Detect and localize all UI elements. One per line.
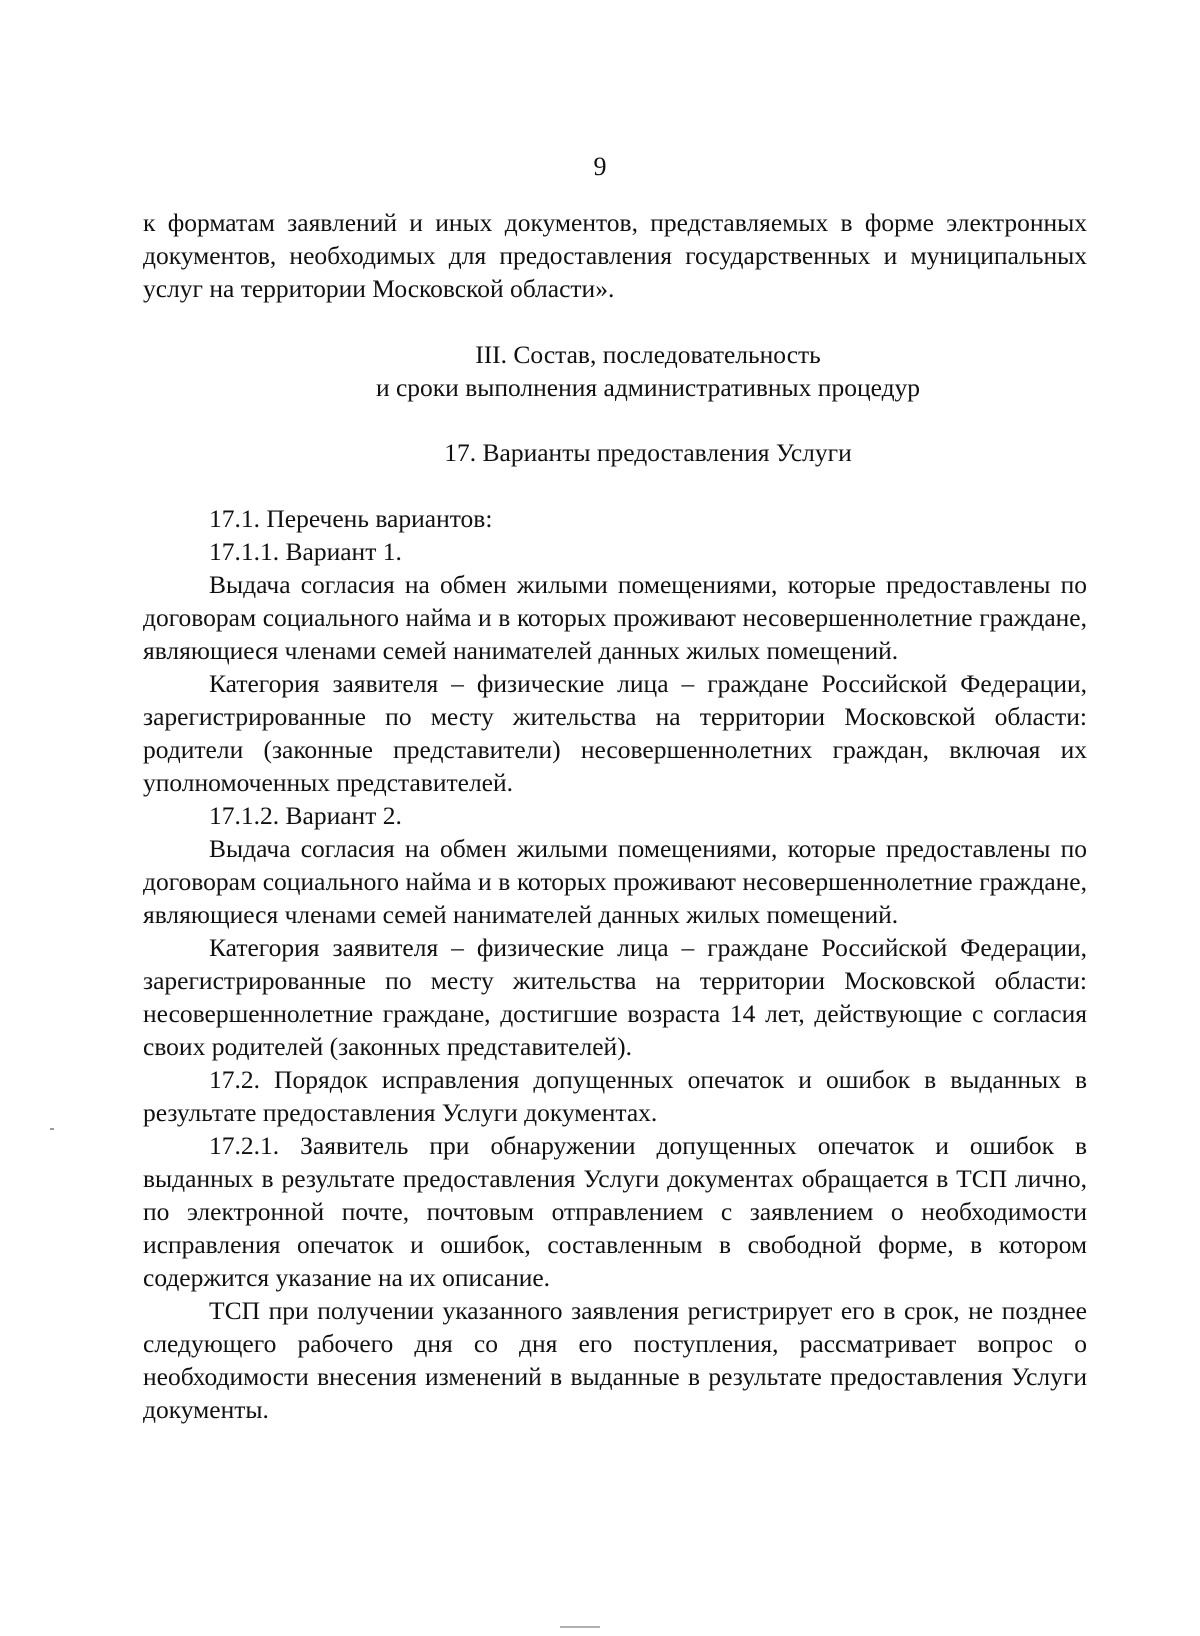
section-heading-line-1: III. Состав, последовательность: [475, 340, 821, 369]
subsection-heading: 17. Варианты предоставления Услуги: [444, 438, 852, 467]
paragraph-17-1: 17.1. Перечень вариантов:: [209, 504, 493, 533]
section-heading: [209, 338, 1087, 404]
paragraph-variant-1-applicant: Категория заявителя – физические лица – граждане Российской Федерации, зарегистрированные по месту жительства на территории Московской области: родители (законные представители) несовершеннолетних граждан, включая их уполномоченных представителей.: [143, 669, 1087, 797]
paragraph-variant-1-description: Выдача согласия на обмен жилыми помещениями, которые предоставлены по договорам социального найма и в которых проживают несовершеннолетние граждане, являющиеся членами семей нанимателей данных жилых помещений.: [143, 570, 1087, 665]
document-body: [143, 206, 1087, 1426]
paragraph-17-1-1: 17.1.1. Вариант 1.: [209, 537, 402, 566]
paragraph-17-2: 17.2. Порядок исправления допущенных опечаток и ошибок в выданных в результате предоставления Услуги документах.: [143, 1065, 1087, 1127]
paragraph-variant-2-applicant: Категория заявителя – физические лица – граждане Российской Федерации, зарегистрированные по месту жительства на территории Московской области: несовершеннолетние граждане, достигшие возраста 14 лет, действующие с согласия своих родителей (законных представителей).: [143, 933, 1087, 1061]
paragraph-variant-2-description: Выдача согласия на обмен жилыми помещениями, которые предоставлены по договорам социального найма и в которых проживают несовершеннолетние граждане, являющиеся членами семей нанимателей данных жилых помещений.: [143, 834, 1087, 929]
scan-bottom-mark: [560, 1626, 600, 1628]
paragraph-17-1-2: 17.1.2. Вариант 2.: [209, 801, 402, 830]
page-number: 9: [593, 152, 607, 181]
paragraph-tsp-registration: ТСП при получении указанного заявления регистрирует его в срок, не позднее следующего рабочего дня со дня его поступления, рассматривает вопрос о необходимости внесения изменений в выданные в результате предоставления Услуги документы.: [143, 1296, 1087, 1424]
paragraph-17-2-1: 17.2.1. Заявитель при обнаружении допущенных опечаток и ошибок в выданных в результате предоставления Услуги документах обращается в ТСП лично, по электронной почте, почтовым отправлением с заявлением о необходимости исправления опечаток и ошибок, составленным в свободной форме, в котором содержится указание на их описание.: [143, 1131, 1087, 1292]
section-heading-line-2: и сроки выполнения административных процедур: [375, 373, 921, 402]
scan-margin-mark: [50, 1128, 54, 1130]
intro-paragraph: к форматам заявлений и иных документов, представляемых в форме электронных документов, необходимых для предоставления государственных и муниципальных услуг на территории Московской области».: [143, 208, 1087, 303]
